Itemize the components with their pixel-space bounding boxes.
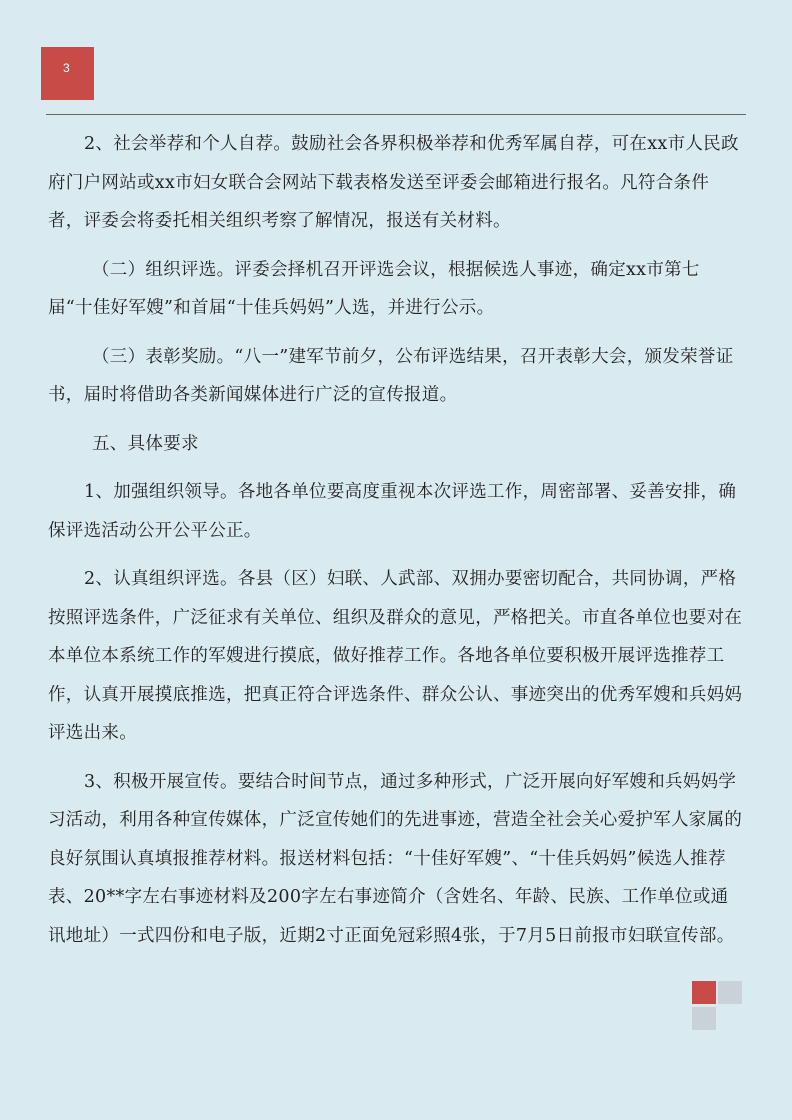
page-number-badge — [41, 47, 94, 100]
deco-square-gray — [692, 1007, 716, 1030]
deco-square-gray — [718, 981, 742, 1004]
paragraph-serious-evaluation: 2、认真组织评选。各县（区）妇联、人武部、双拥办要密切配合，共同协调，严格按照评选条件，广泛征求有关单位、组织及群众的意见，严格把关。市直各单位也要对在本单位本系统工作的军嫂进行摸底，做好推荐工作。各地各单位要积极开展评选推荐工作，认真开展摸底推选，把真正符合评选条件、群众公认、事迹突出的优秀军嫂和兵妈妈评选出来。 — [48, 569, 743, 743]
section-heading-requirements: 五、具体要求 — [92, 433, 199, 454]
corner-decoration — [692, 981, 744, 1031]
document-body — [48, 125, 744, 965]
paragraph-leadership: 1、加强组织领导。各地各单位要高度重视本次评选工作，周密部署、妥善安排，确保评选活动公开公平公正。 — [48, 482, 737, 541]
paragraph-publicity: 3、积极开展宣传。要结合时间节点，通过多种形式，广泛开展向好军嫂和兵妈妈学习活动，利用各种宣传媒体，广泛宣传她们的先进事迹，营造全社会关心爱护军人家属的良好氛围认真填报推荐材料。报送材料包括：“十佳好军嫂”、“十佳兵妈妈”候选人推荐表、20**字左右事迹材料及200字左右事迹简介（含姓名、年龄、民族、工作单位或通讯地址）一式四份和电子版，近期2寸正面免冠彩照4张，于7月5日前报市妇联宣传部。 — [48, 771, 743, 946]
header-divider — [46, 114, 746, 115]
page-number: 3 — [63, 61, 70, 75]
paragraph-commendation: （三）表彰奖励。“八一”建军节前夕，公布评选结果，召开表彰大会，颁发荣誉证书，届时将借助各类新闻媒体进行广泛的宣传报道。 — [48, 346, 734, 405]
paragraph-organize-evaluation: （二）组织评选。评委会择机召开评选会议，根据候选人事迹，确定xx市第七届“十佳好军嫂”和首届“十佳兵妈妈”人选，并进行公示。 — [48, 259, 700, 318]
paragraph-social-recommendation: 2、社会举荐和个人自荐。鼓励社会各界积极举荐和优秀军属自荐，可在xx市人民政府门户网站或xx市妇女联合会网站下载表格发送至评委会邮箱进行报名。凡符合条件者，评委会将委托相关组织考察了解情况，报送有关材料。 — [48, 134, 739, 231]
deco-square-red — [692, 981, 716, 1004]
